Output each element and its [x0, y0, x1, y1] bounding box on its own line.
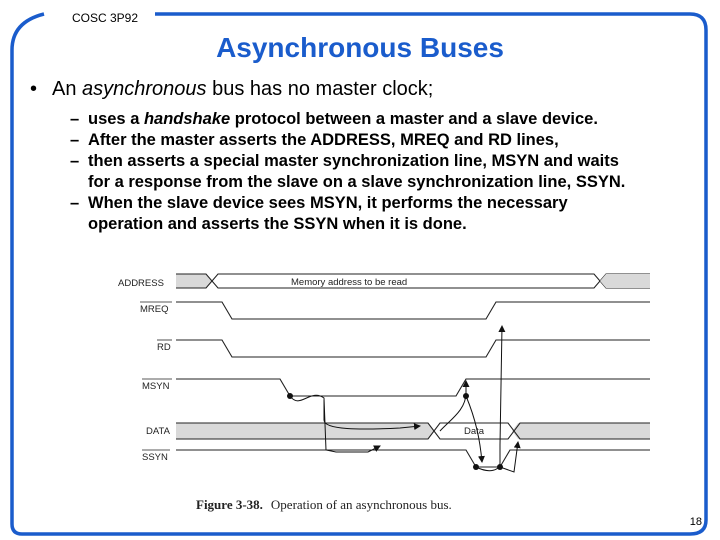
signal-label-address: ADDRESS — [118, 278, 164, 289]
slide-title: Asynchronous Buses — [216, 32, 504, 63]
page-number: 18 — [689, 516, 702, 528]
course-code: COSC 3P92 — [72, 11, 139, 25]
signal-label-data: DATA — [146, 426, 170, 437]
data-bus-waveform — [176, 423, 650, 439]
bullet-dot: • — [30, 78, 38, 100]
sub-text: When the slave device sees MSYN, it performs the necessary — [88, 194, 568, 212]
signal-label-rd: RD — [157, 342, 171, 353]
sub-bullet: – When the slave device sees MSYN, it performs the necessary — [70, 194, 568, 212]
sub-bullet: – then asserts a special master synchronization line, MSYN and waits — [70, 152, 619, 170]
bullet-prefix: An — [52, 78, 83, 100]
sub-bullet: – After the master asserts the ADDRESS, MREQ and RD lines, — [70, 131, 559, 149]
sub-text: then asserts a special master synchronization line, MSYN and waits — [88, 152, 619, 170]
address-bus-text: Memory address to be read — [291, 277, 408, 288]
caption-label: Figure 3-38. — [196, 497, 263, 512]
signal-label-msyn: MSYN — [142, 381, 170, 392]
sub-text: uses a — [88, 110, 144, 128]
rd-waveform — [176, 340, 650, 357]
caption-text: Operation of an asynchronous bus. — [270, 497, 452, 512]
signal-label-mreq: MREQ — [140, 304, 169, 315]
sub-text: protocol between a master and a slave device. — [230, 110, 598, 128]
bullet-emphasis: asynchronous — [82, 78, 207, 100]
bullet-suffix: bus has no master clock; — [206, 78, 434, 100]
sub-text: for a response from the slave on a slave synchronization line, SSYN. — [88, 173, 626, 191]
sub-emphasis: handshake — [143, 110, 231, 128]
address-bus-waveform — [176, 274, 650, 288]
sub-bullet: – uses a handshake protocol between a master and a slave device. — [70, 110, 598, 128]
sub-text: After the master asserts the ADDRESS, MREQ and RD lines, — [88, 131, 559, 149]
mreq-waveform — [176, 302, 650, 319]
msyn-waveform — [176, 379, 650, 396]
signal-label-ssyn: SSYN — [142, 452, 168, 463]
figure-caption — [196, 497, 452, 513]
sub-text: operation and asserts the SSYN when it is done. — [88, 215, 467, 233]
ssyn-waveform — [176, 450, 650, 467]
data-bus-text: Data — [464, 426, 485, 437]
